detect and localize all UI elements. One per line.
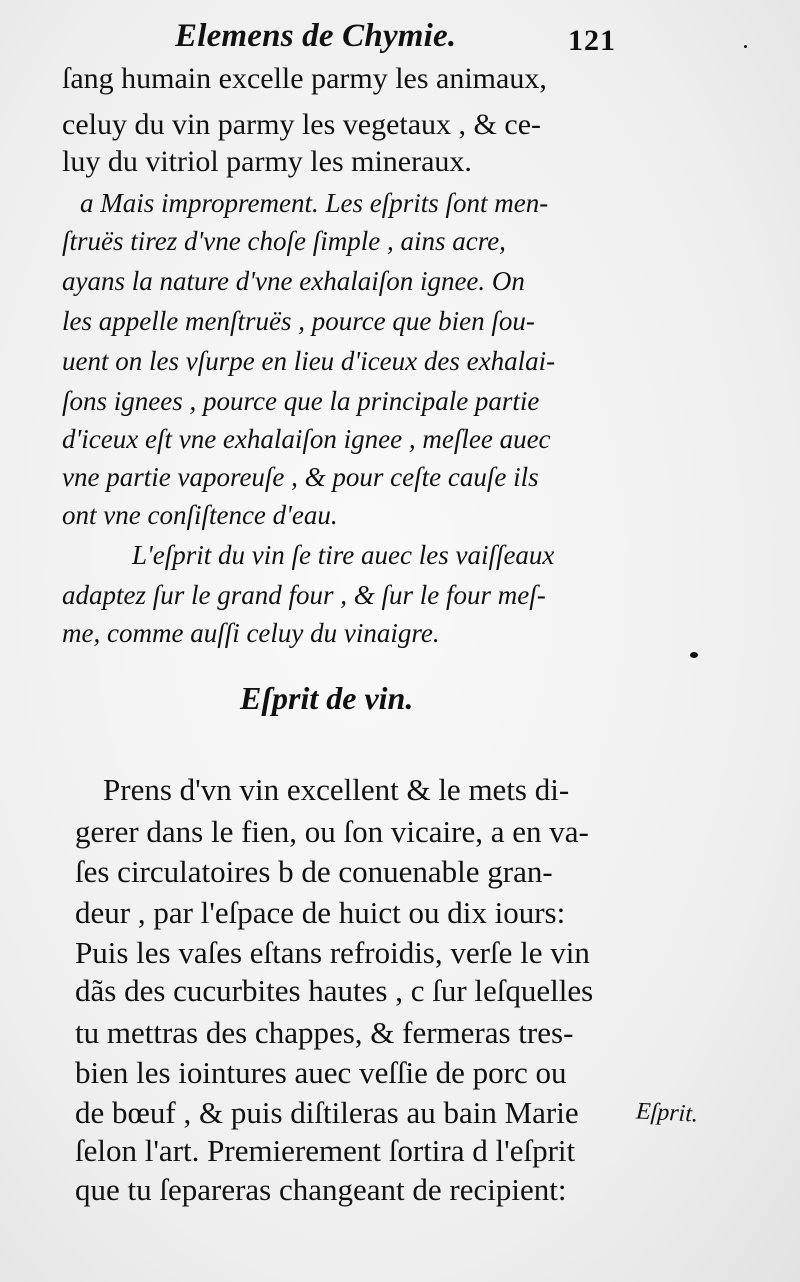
note-line: uent on les vſurpe en lieu d'iceux des exhalai- — [62, 346, 556, 376]
text-line: Prens d'vn vin excellent & le mets di- — [103, 772, 570, 807]
text-line: ſang humain excelle parmy les animaux, — [62, 62, 547, 95]
running-head — [0, 14, 800, 58]
note-line: ſons ignees , pource que la principale partie — [62, 386, 540, 416]
text-line: celuy du vin parmy les vegetaux , & ce- — [62, 108, 542, 141]
note-line: d'iceux eſt vne exhalaiſon ignee , meſlee auec — [62, 424, 551, 454]
page-number: 121 — [568, 24, 616, 57]
running-title: Elemens de Chymie. — [175, 18, 457, 54]
text-line: gerer dans le fien, ou ſon vicaire, a en va- — [75, 814, 589, 849]
text-line: de bœuf , & puis diſtileras au bain Marie — [75, 1095, 579, 1130]
margin-note: Eſprit. — [635, 1098, 699, 1128]
note-line: L'eſprit du vin ſe tire auec les vaiſſeaux — [132, 540, 555, 570]
text-line: luy du vitriol parmy les mineraux. — [62, 145, 472, 178]
note-line: me, comme auſſi celuy du vinaigre. — [62, 618, 440, 648]
text-line: ſelon l'art. Premierement ſortira d l'eſprit — [75, 1133, 576, 1168]
note-line: adaptez ſur le grand four , & ſur le four meſ- — [62, 580, 546, 610]
text-line: tu mettras des chappes, & fermeras tres- — [75, 1015, 574, 1050]
text-line: ſes circulatoires b de conuenable gran- — [75, 854, 553, 889]
note-line: ſtruës tirez d'vne choſe ſimple , ains acre, — [62, 226, 506, 256]
text-line: dãs des cucurbites hautes , c ſur leſquelles — [75, 973, 594, 1008]
section-heading: Eſprit de vin. — [240, 680, 414, 716]
note-line: les appelle menſtruës , pource que bien ſou- — [62, 306, 535, 336]
note-line: ayans la nature d'vne exhalaiſon ignee. On — [62, 266, 525, 296]
text-line: que tu ſepareras changeant de recipient: — [75, 1172, 567, 1207]
text-line: deur , par l'eſpace de huict ou dix iours: — [75, 895, 566, 930]
note-line: ont vne conſiſtence d'eau. — [62, 500, 338, 530]
note-line: vne partie vaporeuſe , & pour ceſte cauſe ils — [62, 462, 539, 492]
ink-speck — [744, 45, 747, 48]
text-line: Puis les vaſes eſtans refroidis, verſe le vin — [75, 935, 590, 970]
text-line: bien les iointures auec veſſie de porc ou — [75, 1055, 567, 1090]
note-line: a Mais improprement. Les eſprits ſont men- — [80, 188, 549, 218]
ink-speck — [690, 652, 698, 658]
